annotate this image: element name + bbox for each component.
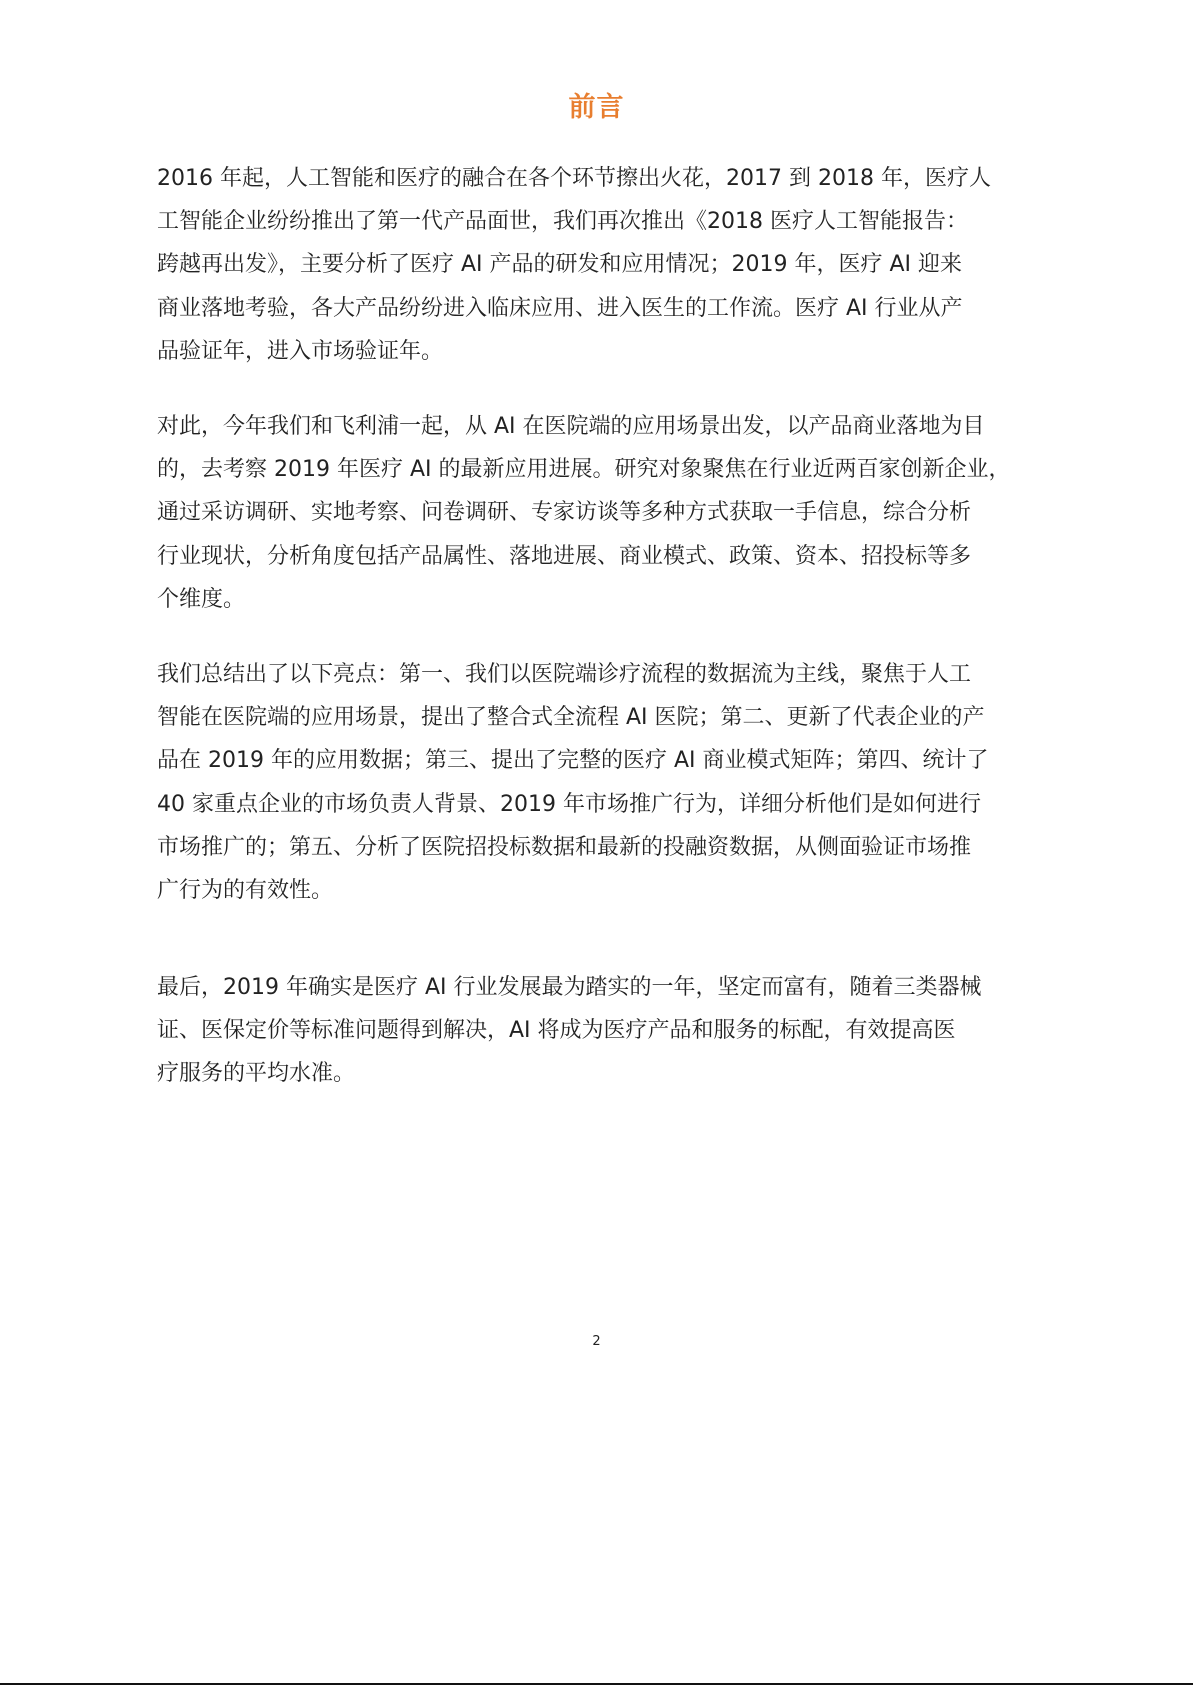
paragraph-line: 品在 2019 年的应用数据；第三、提出了完整的医疗 AI 商业模式矩阵；第四、统计了 — [157, 748, 989, 774]
paragraph-line: 证、医保定价等标准问题得到解决，AI 将成为医疗产品和服务的标配，有效提高医 — [157, 1018, 956, 1044]
paragraph-line: 疗服务的平均水准。 — [157, 1061, 356, 1087]
paragraph-line: 的，去考察 2019 年医疗 AI 的最新应用进展。研究对象聚焦在行业近两百家创新企业， — [157, 457, 1011, 483]
paragraph-line: 跨越再出发》，主要分析了医疗 AI 产品的研发和应用情况；2019 年，医疗 AI 迎来 — [157, 252, 963, 278]
page-number: 2 — [592, 1334, 601, 1349]
paragraph-line: 品验证年，进入市场验证年。 — [157, 338, 444, 364]
paragraph-highlights — [157, 653, 1035, 912]
paragraph-line: 商业落地考验，各大产品纷纷进入临床应用、进入医生的工作流。医疗 AI 行业从产 — [157, 295, 963, 321]
page-title: 前言 — [568, 92, 625, 123]
paragraph-conclusion — [157, 966, 1035, 1096]
paragraph-line: 广行为的有效性。 — [157, 878, 334, 904]
paragraph-line: 对此，今年我们和飞利浦一起，从 AI 在医院端的应用场景出发，以产品商业落地为目 — [157, 414, 985, 439]
paragraph-line: 通过采访调研、实地考察、问卷调研、专家访谈等多种方式获取一手信息，综合分析 — [157, 500, 972, 526]
paragraph-research-scope — [157, 405, 1035, 621]
paragraph-line: 市场推广的；第五、分析了医院招投标数据和最新的投融资数据，从侧面验证市场推 — [157, 834, 972, 860]
paragraph-line: 个维度。 — [157, 586, 246, 612]
paragraph-line: 行业现状，分析角度包括产品属性、落地进展、商业模式、政策、资本、招投标等多 — [157, 543, 972, 569]
paragraph-line: 智能在医院端的应用场景，提出了整合式全流程 AI 医院；第二、更新了代表企业的产 — [157, 705, 985, 731]
paragraph-line: 2016 年起，人工智能和医疗的融合在各个环节擦出火花，2017 到 2018 年，医疗人 — [157, 166, 991, 191]
paragraph-line: 最后，2019 年确实是医疗 AI 行业发展最为踏实的一年，坚定而富有，随着三类器械 — [157, 975, 982, 1000]
paragraph-line: 40 家重点企业的市场负责人背景、2019 年市场推广行为，详细分析他们是如何进行 — [157, 791, 981, 817]
paragraph-line: 工智能企业纷纷推出了第一代产品面世，我们再次推出《2018 医疗人工智能报告： — [157, 209, 968, 235]
paragraph-line: 我们总结出了以下亮点：第一、我们以医院端诊疗流程的数据流为主线，聚焦于人工 — [157, 662, 972, 687]
paragraph-intro — [157, 157, 1035, 373]
